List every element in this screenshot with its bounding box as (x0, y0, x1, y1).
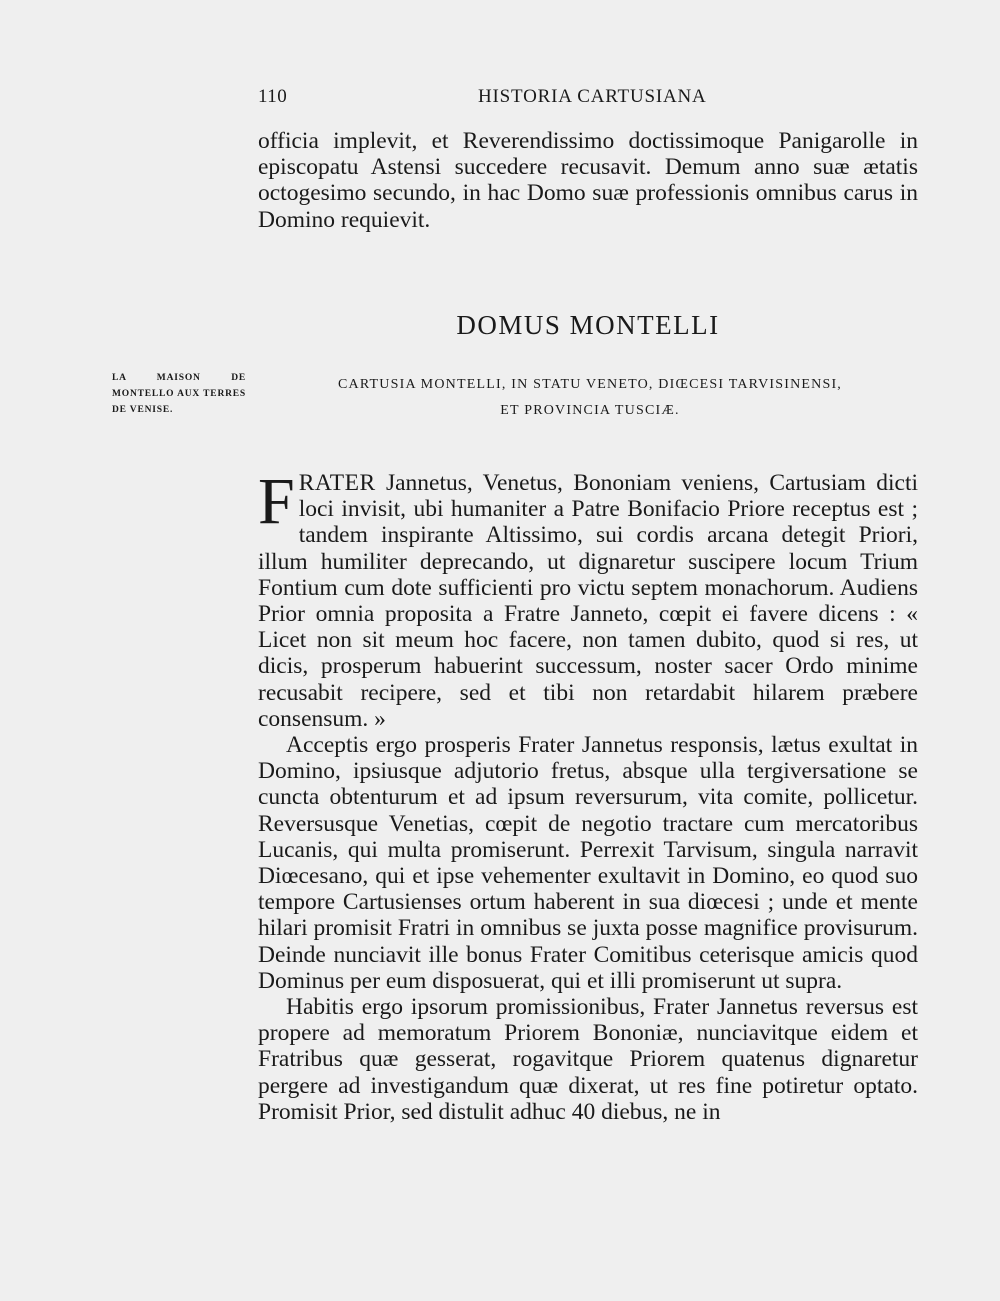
paragraph-3: Habitis ergo ipsorum promissionibus, Frater Jannetus reversus est propere ad memoratum Priorem Bononiæ, nunciavitque eidem et Fratribus quæ gesserat, rogavitque Priorem quatenus dignaretur pergere ad investigandum quæ dixerat, ut res fine potiretur optato. Promisit Prior, sed distulit adhuc 40 diebus, ne in (258, 994, 918, 1125)
subtitle-line-2: ET PROVINCIA TUSCIÆ. (500, 403, 680, 418)
section-title: DOMUS MONTELLI (456, 310, 720, 340)
marginal-note: LA MAISON DE MONTELLO AUX TERRES DE VENISE. (112, 373, 246, 415)
drop-cap: F (258, 465, 295, 538)
paragraph-2: Acceptis ergo prosperis Frater Jannetus responsis, lætus exultat in Domino, ipsiusque adjutorio fretus, absque ulla tergiversatione se cuncta obtenturum et ad ipsum reversurum, vita comite, pollicetur. Reversusque Venetias, cœpit de negotio tractare cum mercatoribus Lucanis, qui multa promiserunt. Perrexit Tarvisum, singula narravit Diœcesano, qui et ipse vehementer exultavit in Domino, eo quod suo tempore Cartusienses ortum haberent in sua diœcesi ; unde et mente hilari promisit Fratri in omnibus se juxta posse magnifice provisurum. Deinde nunciavit ille bonus Frater Comitibus ceterisque amicis quod Dominus per eum disposuerat, qui et illi promiserunt ut supra. (258, 732, 918, 994)
section-subtitle (300, 372, 880, 424)
subtitle-line-1: CARTUSIA MONTELLI, IN STATU VENETO, DIŒCESI TARVISINENSI, (337, 377, 843, 392)
top-paragraph: officia implevit, et Reverendissimo doctissimoque Panigarolle in episcopatu Astensi succedere recusavit. Demum anno suæ ætatis octogesimo secundo, in hac Domo suæ professionis omnibus carus in Domino requievit. (258, 128, 918, 233)
page-header (258, 86, 918, 112)
running-title: HISTORIA CARTUSIANA (478, 86, 707, 107)
paragraph-1-text: Jannetus, Venetus, Bononiam veniens, Cartusiam dicti loci invisit, ubi humaniter a Patre Bonifacio Priore receptus est ; tandem inspirante Altissimo, sui cordis arcana detegit Priori, illum humiliter deprecando, ut dignaretur suscipere locum Trium Fontium cum dote sufficienti pro victu septem monachorum. Audiens Prior omnia proposita a Fratre Janneto, cœpit ei favere dicens : « Licet non sit meum hoc facere, non tamen dubito, quod si res, ut dicis, prosperum habuerint successum, noster sacer Ordo minime recusabit recipere, sed et tibi non retardabit hilarem præbere consensum. » (258, 470, 918, 732)
page-number: 110 (258, 86, 288, 107)
main-text (258, 465, 918, 1125)
top-paragraph-block (258, 128, 918, 233)
first-word: RATER (298, 470, 376, 496)
paragraph-1 (258, 465, 918, 732)
